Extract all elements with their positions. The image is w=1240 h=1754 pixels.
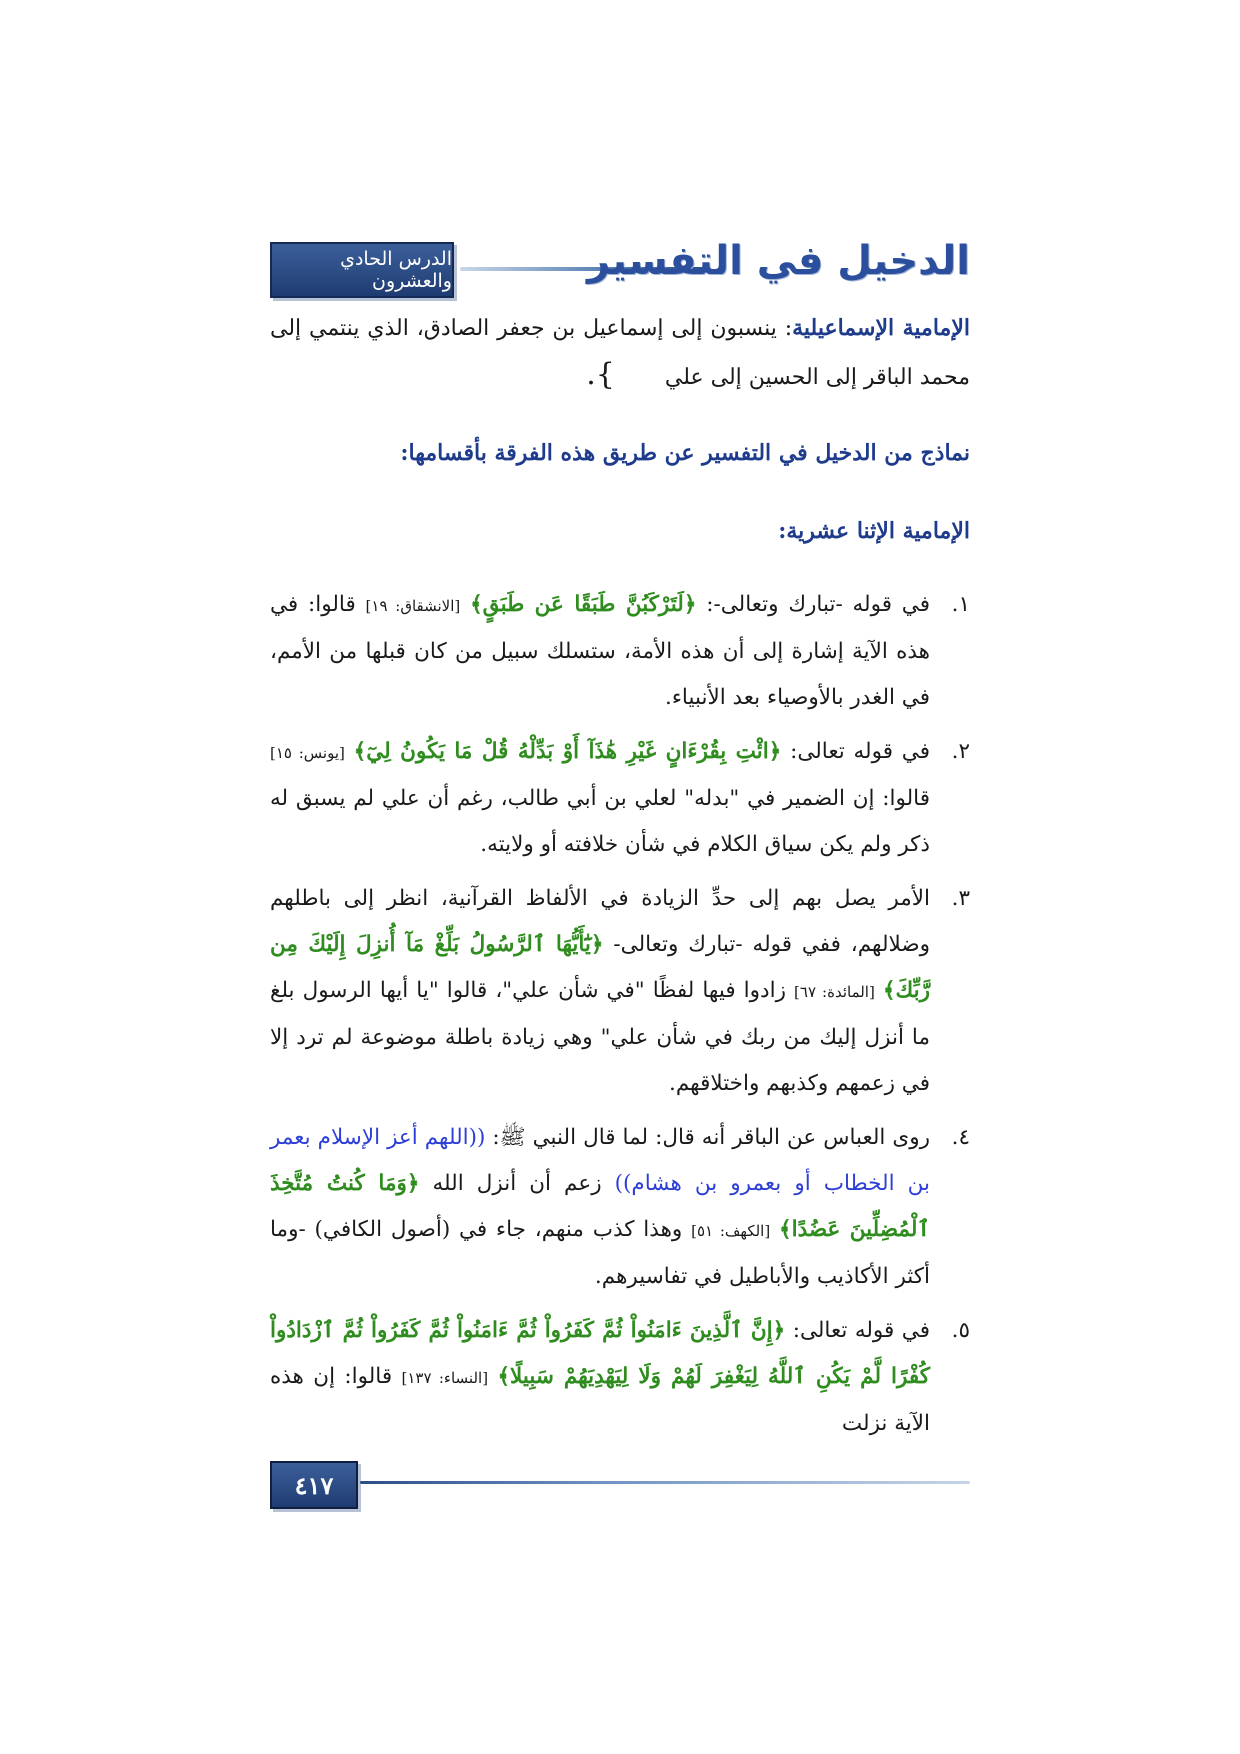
examples-list <box>270 582 970 1455</box>
item-number: ٤. <box>951 1125 970 1150</box>
page-footer <box>270 1455 970 1515</box>
sect-term: الإمامية الإسماعيلية <box>792 315 970 341</box>
item-text: في قوله تعالى: <box>785 1318 930 1343</box>
quran-verse: ﴿لَتَرْكَبُنَّ طَبَقًا عَن طَبَقٍ﴾ <box>470 592 697 617</box>
item-text: في قوله تعالى: <box>781 739 930 764</box>
hadith-quote: ((اللهم أعز الإسلام بعمر بن الخطاب أو بعمرو بن هشام)) <box>270 1125 930 1196</box>
item-number: ١. <box>951 592 970 617</box>
section-heading-twelver: الإمامية الإثنا عشرية: <box>778 518 970 544</box>
list-item <box>270 876 970 1107</box>
quran-verse: ﴿ائْتِ بِقُرْءَانٍ غَيْرِ هَٰذَآ أَوْ بَدِّلْهُ قُلْ مَا يَكُونُ لِيٓ﴾ <box>353 739 782 764</box>
item-number: ٢. <box>951 739 970 764</box>
quran-verse: ﴿يَٰٓأَيُّهَا ٱلرَّسُولُ بَلِّغْ مَآ أُنزِلَ إِلَيْكَ مِن رَّبِّكَ﴾ <box>270 932 931 1003</box>
item-text: روى العباس عن الباقر أنه قال: لما قال النبي ﷺ: <box>485 1125 931 1150</box>
intro-paragraph <box>270 305 970 401</box>
item-text: زادوا فيها لفظًا "في شأن علي"، قالوا "يا أيها الرسول بلغ ما أنزل إليك من ربك في شأن علي" وهي زيادة باطلة موضوعة لم ترد إلا في زعمهم وكذبهم واختلاقهم. <box>270 978 930 1096</box>
section-heading-models: نماذج من الدخيل في التفسير عن طريق هذه الفرقة بأقسامها: <box>400 440 970 466</box>
verse-reference: [الكهف: ٥١] <box>691 1222 771 1240</box>
book-title: الدخيل في التفسير <box>587 238 970 284</box>
item-text: الأمر يصل بهم إلى حدِّ الزيادة في الألفاظ القرآنية، انظر إلى باطلهم وضلالهم، ففي قوله -تبارك وتعالى- <box>270 886 930 957</box>
verse-reference: [يونس: ١٥] <box>270 744 345 762</box>
page-header <box>270 232 970 302</box>
item-text: قالوا: إن الضمير في "بدله" لعلي بن أبي طالب، رغم أن علي لم يسبق له ذكر ولم يكن سياق الكلام في شأن خلافته أو ولايته. <box>270 786 930 857</box>
item-text: قالوا: في هذه الآية إشارة إلى أن هذه الأمة، ستسلك سبيل من كان قبلها من الأمم، في الغدر بالأوصياء بعد الأنبياء. <box>270 592 930 710</box>
list-item <box>270 1115 970 1300</box>
list-item <box>270 1308 970 1447</box>
list-item <box>270 582 970 721</box>
verse-reference: [النساء: ١٣٧] <box>401 1369 489 1387</box>
lesson-badge: الدرس الحادي والعشرون <box>270 242 454 298</box>
list-item <box>270 729 970 868</box>
item-number: ٣. <box>951 886 970 911</box>
footer-rule <box>360 1481 970 1484</box>
intro-tail: }. <box>586 357 615 392</box>
item-number: ٥. <box>951 1318 970 1343</box>
verse-reference: [المائدة: ٦٧] <box>794 983 875 1001</box>
quran-verse: ﴿وَمَا كُنتُ مُتَّخِذَ ٱلْمُضِلِّينَ عَضُدًا﴾ <box>270 1171 930 1242</box>
quran-verse: ﴿إِنَّ ٱلَّذِينَ ءَامَنُواْ ثُمَّ كَفَرُواْ ثُمَّ ءَامَنُواْ ثُمَّ كَفَرُواْ ثُمَّ ٱزْدَادُواْ كُفْرًا لَّمْ يَكُنِ ٱللَّهُ لِيَغْفِرَ لَهُمْ وَلَا لِيَهْدِيَهُمْ سَبِيلًا﴾ <box>270 1318 930 1389</box>
page-number: ٤١٧ <box>270 1461 358 1509</box>
item-text: في قوله -تبارك وتعالى-: <box>696 592 930 617</box>
intro-text: : ينسبون إلى إسماعيل بن جعفر الصادق، الذي ينتمي إلى محمد الباقر إلى الحسين إلى علي <box>270 316 970 390</box>
item-text: وهذا كذب منهم، جاء في (أصول الكافي) -وما أكثر الأكاذيب والأباطيل في تفاسيرهم. <box>270 1217 930 1289</box>
item-text: زعم أن أنزل الله <box>419 1171 615 1196</box>
item-text: قالوا: إن هذه الآية نزلت <box>270 1364 930 1436</box>
verse-reference: [الانشقاق: ١٩] <box>365 597 461 615</box>
